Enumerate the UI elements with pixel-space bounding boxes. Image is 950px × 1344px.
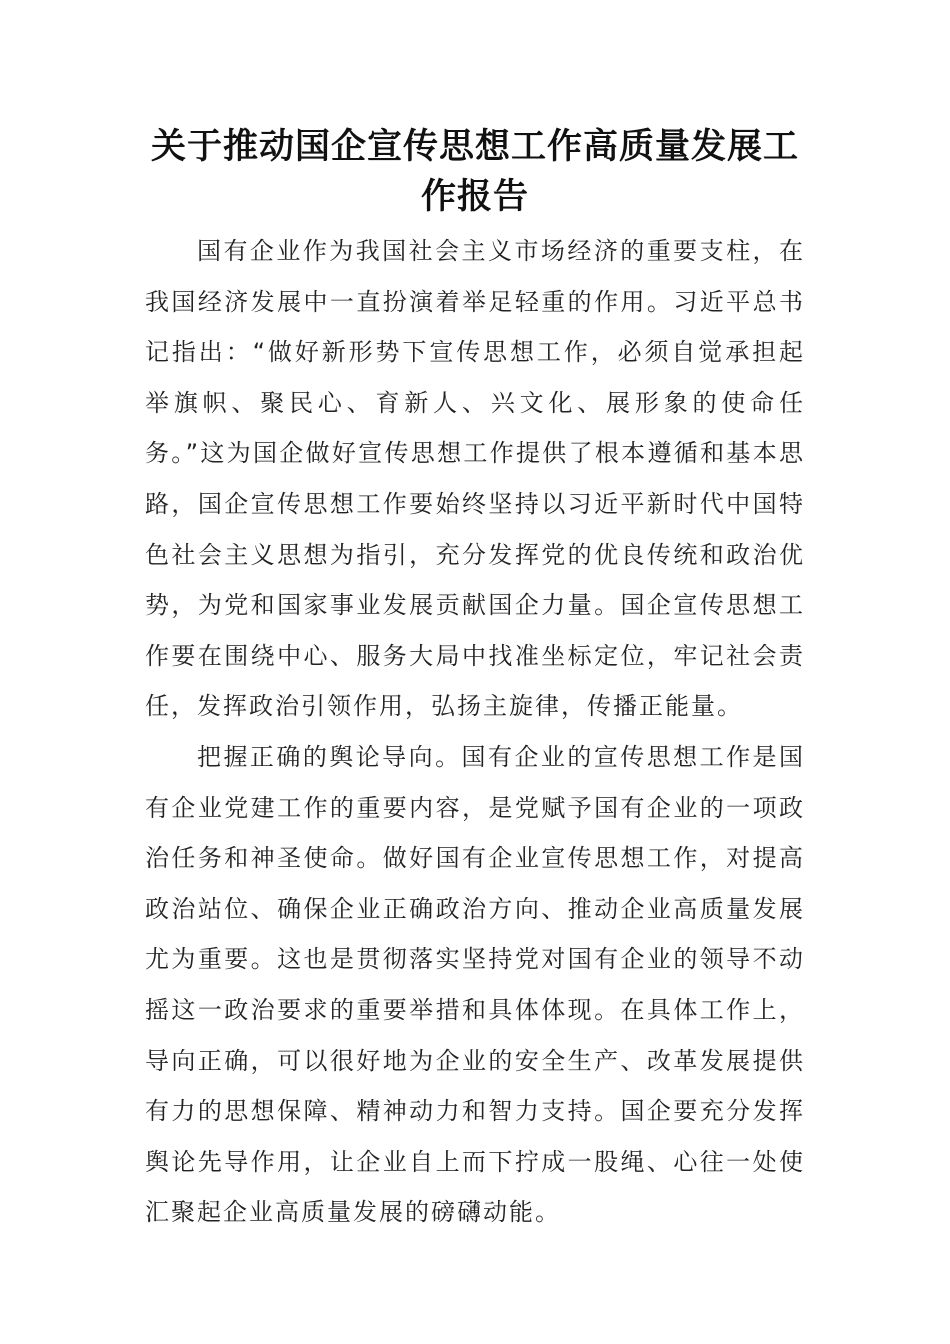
document-body <box>145 226 805 1238</box>
paragraph-guidance: 把握正确的舆论导向。国有企业的宣传思想工作是国有企业党建工作的重要内容，是党赋予国有企业的一项政治任务和神圣使命。做好国有企业宣传思想工作，对提高政治站位、确保企业正确政治方向、推动企业高质量发展尤为重要。这也是贯彻落实坚持党对国有企业的领导不动摇这一政治要求的重要举措和具体体现。在具体工作上，导向正确，可以很好地为企业的安全生产、改革发展提供有力的思想保障、精神动力和智力支持。国企要充分发挥舆论先导作用，让企业自上而下拧成一股绳、心往一处使汇聚起企业高质量发展的磅礴动能。 <box>145 742 805 1227</box>
document-title: 关于推动国企宣传思想工作高质量发展工作报告 <box>150 126 799 217</box>
paragraph-intro: 国有企业作为我国社会主义市场经济的重要支柱，在我国经济发展中一直扮演着举足轻重的作用。习近平总书记指出：“做好新形势下宣传思想工作，必须自觉承担起举旗帜、聚民心、育新人、兴文化、展形象的使命任务。”这为国企做好宣传思想工作提供了根本遵循和基本思路，国企宣传思想工作要始终坚持以习近平新时代中国特色社会主义思想为指引，充分发挥党的优良传统和政治优势，为党和国家事业发展贡献国企力量。国企宣传思想工作要在围绕中心、服务大局中找准坐标定位，牢记社会责任，发挥政治引领作用，弘扬主旋律，传播正能量。 <box>145 237 805 721</box>
